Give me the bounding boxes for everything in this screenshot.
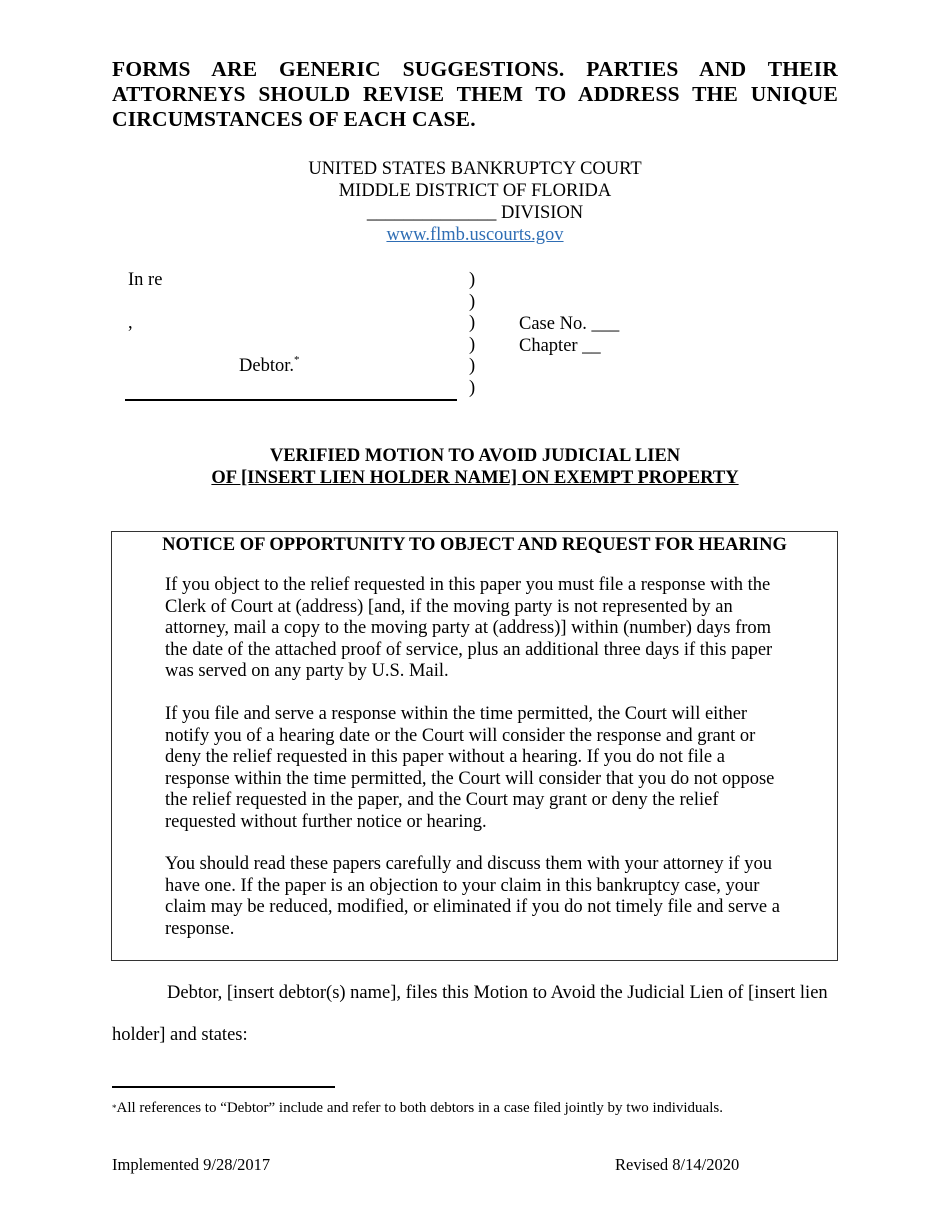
notice-heading: NOTICE OF OPPORTUNITY TO OBJECT AND REQUEST FOR HEARING bbox=[162, 535, 787, 555]
in-re-label: In re bbox=[128, 270, 163, 290]
chapter-number: Chapter __ bbox=[519, 336, 601, 356]
court-website-link[interactable]: www.flmb.uscourts.gov bbox=[386, 225, 564, 245]
disclaimer-heading: FORMS ARE GENERIC SUGGESTIONS. PARTIES AND THEIR ATTORNEYS SHOULD REVISE THEM TO ADDRESS THE UNIQUE CIRCUMSTANCES OF EACH CASE. bbox=[112, 57, 838, 131]
notice-paragraph: If you file and serve a response within the time permitted, the Court will either notify you of a hearing date or the Court will consider the response and grant or deny the relief requested in this paper without a hearing. If you do not file a response within the time permitted, the Court will consider that you do not oppose the relief requested in the paper, and the Court may grant or deny the relief requested without further notice or hearing. bbox=[165, 704, 775, 832]
motion-title-line2: OF [INSERT LIEN HOLDER NAME] ON EXEMPT PROPERTY bbox=[211, 468, 739, 488]
debtor-label: Debtor.* bbox=[239, 354, 300, 376]
body-line-2: holder] and states: bbox=[112, 1025, 248, 1045]
footnote bbox=[112, 1099, 723, 1117]
court-name: UNITED STATES BANKRUPTCY COURT bbox=[308, 159, 642, 179]
court-district: MIDDLE DISTRICT OF FLORIDA bbox=[338, 181, 612, 201]
court-header bbox=[0, 158, 950, 246]
court-division: ______________ DIVISION bbox=[366, 203, 584, 223]
caption-paren-column: ) ) ) ) ) ) bbox=[469, 270, 476, 398]
motion-title-line1: VERIFIED MOTION TO AVOID JUDICIAL LIEN bbox=[269, 446, 681, 466]
caption-divider bbox=[125, 399, 457, 401]
revised-date: Revised 8/14/2020 bbox=[615, 1155, 740, 1174]
motion-title bbox=[0, 445, 950, 489]
body-line-1: Debtor, [insert debtor(s) name], files this Motion to Avoid the Judicial Lien of [insert lien bbox=[167, 983, 828, 1003]
case-number: Case No. ___ bbox=[519, 314, 620, 334]
footnote-marker: * bbox=[112, 1103, 117, 1113]
footnote-divider bbox=[112, 1086, 335, 1088]
debtor-name-blank: , bbox=[128, 313, 133, 333]
notice-paragraph: You should read these papers carefully and discuss them with your attorney if you have one. If the paper is an objection to your claim in this bankruptcy case, your claim may be reduced, modified, or eliminated if you do not timely file and serve a response. bbox=[165, 854, 780, 939]
case-info bbox=[519, 313, 619, 357]
implemented-date: Implemented 9/28/2017 bbox=[112, 1155, 271, 1174]
notice-paragraph: If you object to the relief requested in this paper you must file a response with the Clerk of Court at (address) [and, if the moving party is not represented by an attorney, mail a copy to the moving party at (address)] within (number) days from the date of the attached proof of service, plus an additional three days if this paper was served on any party by U.S. Mail. bbox=[165, 575, 773, 682]
footnote-marker: * bbox=[293, 354, 300, 366]
footnote-text: All references to “Debtor” include and refer to both debtors in a case filed jointly by two individuals. bbox=[116, 1100, 723, 1116]
notice-box bbox=[111, 531, 838, 961]
